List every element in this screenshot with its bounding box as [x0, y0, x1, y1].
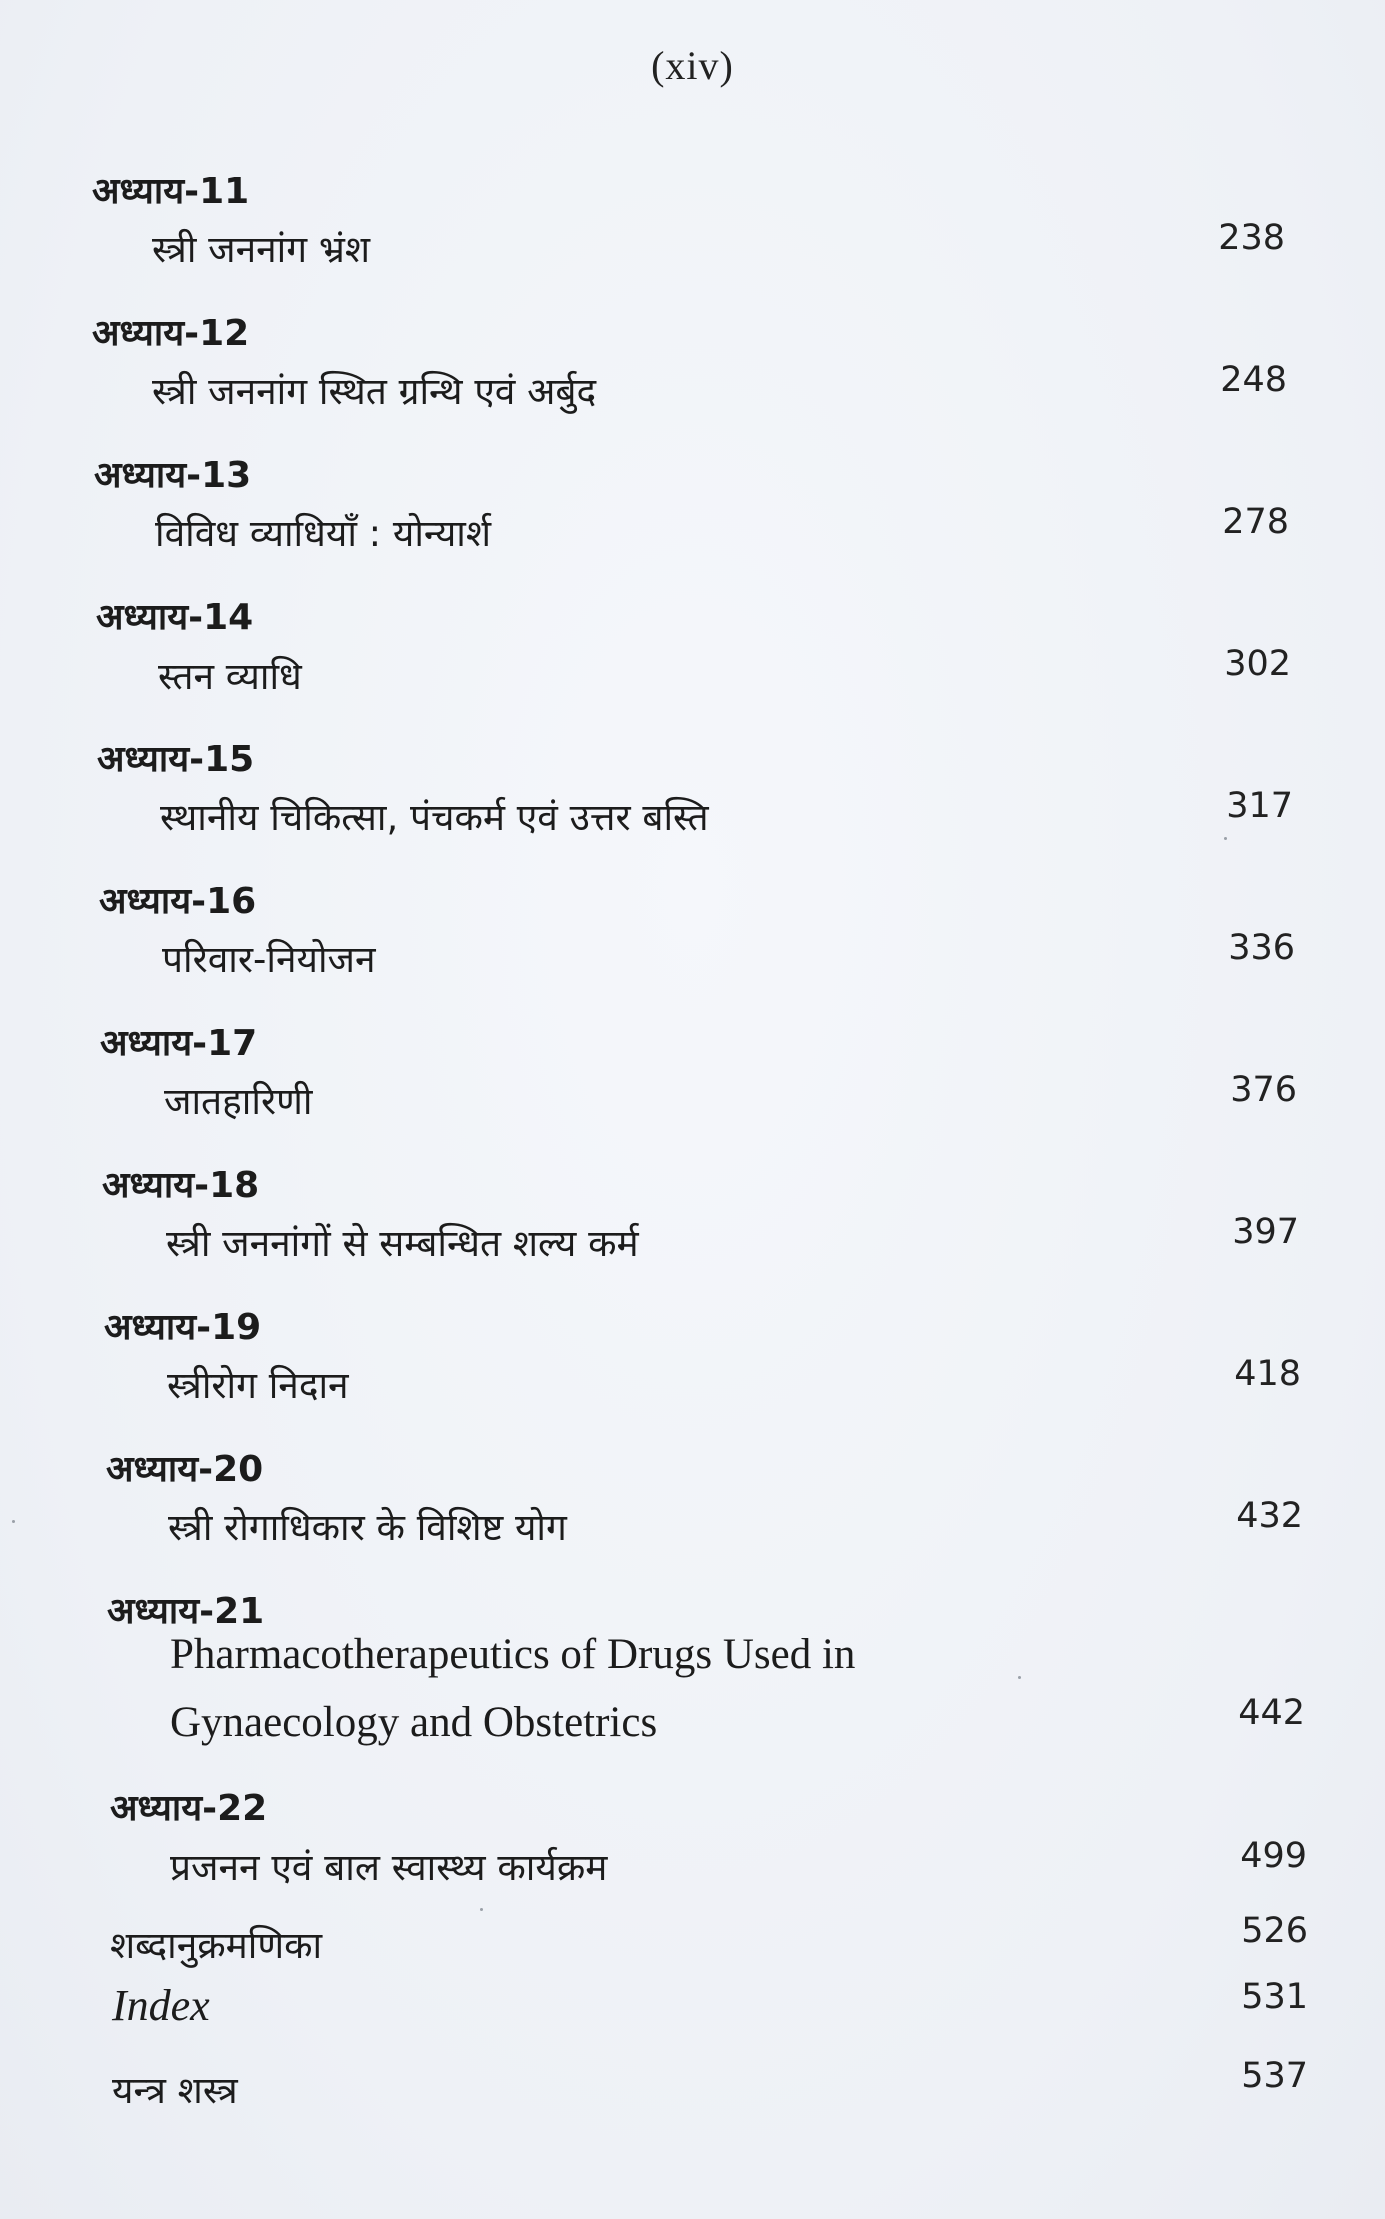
- chapter-15-title: स्थानीय चिकित्सा, पंचकर्म एवं उत्तर बस्ति: [160, 796, 709, 839]
- index-title: Index: [112, 1981, 210, 2030]
- glossary-page: 526: [1241, 1911, 1308, 1951]
- chapter-17-page: 376: [1230, 1070, 1297, 1110]
- chapter-17-label: अध्याय-17: [100, 1023, 258, 1064]
- paper-speck: [12, 1520, 15, 1523]
- chapter-18-label: अध्याय-18: [102, 1165, 260, 1206]
- chapter-20-page: 432: [1236, 1496, 1303, 1536]
- chapter-21-label: अध्याय-21: [107, 1591, 265, 1632]
- chapter-21-title-line1: Pharmacotherapeutics of Drugs Used in: [170, 1631, 856, 1678]
- paper-speck: [1224, 837, 1227, 840]
- chapter-16-title: परिवार-नियोजन: [162, 938, 376, 981]
- chapter-12-title: स्त्री जननांग स्थित ग्रन्थि एवं अर्बुद: [152, 370, 597, 413]
- chapter-18-page: 397: [1232, 1212, 1299, 1252]
- chapter-18-title: स्त्री जननांगों से सम्बन्धित शल्य कर्म: [166, 1222, 639, 1265]
- chapter-11-page: 238: [1218, 218, 1285, 258]
- chapter-22-title: प्रजनन एवं बाल स्वास्थ्य कार्यक्रम: [170, 1846, 608, 1889]
- page-number-header: (xiv): [651, 43, 734, 88]
- instruments-title: यन्त्र शस्त्र: [112, 2069, 238, 2112]
- instruments-page: 537: [1241, 2056, 1308, 2096]
- paper-speck: [1018, 1676, 1021, 1679]
- index-page: 531: [1241, 1977, 1308, 2017]
- paper-speck: [480, 1908, 483, 1911]
- chapter-21-title-line2: Gynaecology and Obstetrics: [170, 1699, 658, 1746]
- chapter-19-page: 418: [1234, 1354, 1301, 1394]
- glossary-title: शब्दानुक्रमणिका: [110, 1924, 323, 1967]
- chapter-11-label: अध्याय-11: [92, 171, 250, 212]
- chapter-14-title: स्तन व्याधि: [158, 655, 302, 698]
- chapter-16-label: अध्याय-16: [99, 881, 257, 922]
- chapter-22-page: 499: [1240, 1836, 1307, 1876]
- chapter-13-title: विविध व्याधियाँ : योन्यार्श: [155, 512, 492, 555]
- chapter-13-page: 278: [1222, 502, 1289, 542]
- chapter-15-label: अध्याय-15: [97, 739, 255, 780]
- chapter-19-label: अध्याय-19: [104, 1307, 262, 1348]
- chapter-12-page: 248: [1220, 360, 1287, 400]
- chapter-12-label: अध्याय-12: [92, 313, 250, 354]
- chapter-21-page: 442: [1238, 1693, 1305, 1733]
- chapter-13-label: अध्याय-13: [94, 455, 252, 496]
- chapter-14-label: अध्याय-14: [96, 597, 254, 638]
- chapter-20-title: स्त्री रोगाधिकार के विशिष्ट योग: [168, 1506, 567, 1549]
- chapter-16-page: 336: [1228, 928, 1295, 968]
- chapter-20-label: अध्याय-20: [106, 1449, 264, 1490]
- chapter-17-title: जातहारिणी: [164, 1080, 313, 1123]
- chapter-15-page: 317: [1226, 786, 1293, 826]
- chapter-22-label: अध्याय-22: [110, 1788, 268, 1829]
- chapter-14-page: 302: [1224, 644, 1291, 684]
- chapter-19-title: स्त्रीरोग निदान: [167, 1364, 349, 1407]
- chapter-11-title: स्त्री जननांग भ्रंश: [152, 228, 371, 271]
